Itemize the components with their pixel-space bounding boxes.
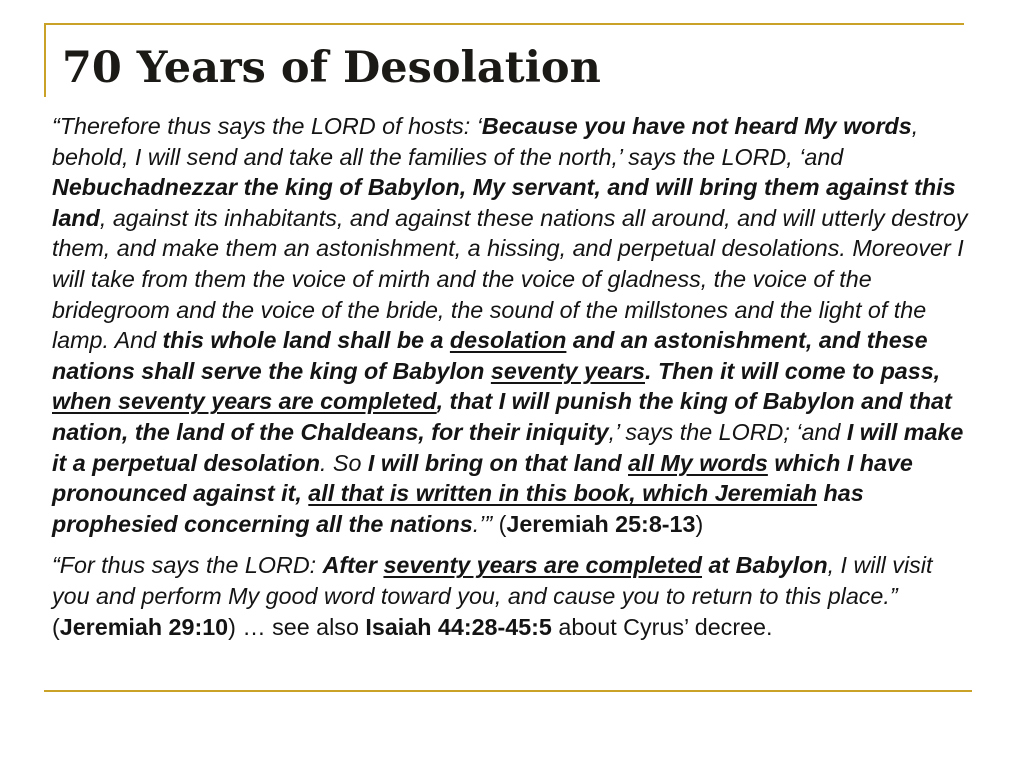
- passage-1-segment: (: [492, 510, 507, 537]
- accent-line-bottom: [44, 690, 972, 692]
- passage-2-segment: “For thus says the LORD:: [52, 552, 323, 579]
- passage-1-segment: , against its inhabitants, and against these nations all around, and will utterly destroy them, and make them an astonishment, a hissing, and perpetual desolations. Moreover I will take from them the voice of mirth and the voice of gladness, the voice of the bridegroom and the voice of the bride, the sound of the millstones and the light of the lamp. And: [52, 204, 968, 354]
- passage-2-segment: After: [322, 552, 384, 579]
- passage-1-segment: when seventy years are completed: [52, 388, 437, 415]
- passage-1-segment: . Then it will come to pass,: [645, 357, 941, 384]
- passage-1-segment: which I have pronounced against it,: [52, 449, 913, 507]
- scripture-passage-jeremiah-25: [52, 111, 972, 539]
- passage-1-segment: , behold, I will send and take all the families of the north,’ says the LORD, ‘and: [52, 113, 919, 170]
- passage-1-segment: seventy years: [490, 357, 645, 384]
- passage-1-segment: this whole land shall be a: [162, 327, 450, 354]
- passage-1-segment: I will bring on that land: [367, 449, 629, 476]
- passage-2-segment: , I will visit you and perform My good word toward you, and cause you to return to this place.”: [52, 552, 933, 609]
- passage-1-segment: all My words: [628, 449, 768, 476]
- passage-2-segment: Jeremiah 29:10: [59, 613, 229, 640]
- passage-1-segment: and an astonishment, and these nations shall serve the king of Babylon: [52, 327, 928, 384]
- passage-2-segment: at Babylon: [702, 552, 828, 579]
- accent-line-top: [44, 23, 964, 25]
- passage-2-segment: Isaiah 44:28-45:5: [365, 613, 552, 640]
- slide-body: [52, 111, 972, 642]
- passage-1-segment: . So: [319, 449, 368, 476]
- passage-1-segment: , that I will punish the king of Babylon and that nation, the land of the Chaldeans, for their iniquity: [52, 388, 952, 445]
- passage-1-segment: Jeremiah 25:8-13: [506, 510, 696, 537]
- passage-1-segment: .’”: [472, 510, 493, 537]
- passage-2-segment: ) … see also: [228, 613, 366, 640]
- passage-1-segment: all that is written in this book, which Jeremiah: [308, 480, 818, 507]
- passage-1-segment: I will make it a perpetual desolation: [52, 418, 964, 476]
- passage-2-segment: (: [52, 613, 60, 640]
- passage-1-segment: has prophesied concerning all the nations: [52, 480, 864, 537]
- passage-2-segment: seventy years are completed: [383, 552, 703, 579]
- passage-1-segment: ,’ says the LORD; ‘and: [608, 418, 847, 445]
- passage-1-segment: Because you have not heard My words: [481, 113, 912, 139]
- passage-1-segment: ): [695, 510, 704, 537]
- passage-1-segment: desolation: [449, 327, 567, 354]
- passage-1-segment: “Therefore thus says the LORD of hosts: ‘: [52, 113, 482, 139]
- passage-2-segment: about Cyrus’ decree.: [551, 613, 773, 640]
- accent-line-left: [44, 23, 46, 97]
- slide-title: 70 Years of Desolation: [62, 43, 601, 93]
- passage-1-segment: Nebuchadnezzar the king of Babylon, My servant, and will bring them against this land: [52, 174, 956, 231]
- scripture-passage-jeremiah-29: [52, 550, 972, 642]
